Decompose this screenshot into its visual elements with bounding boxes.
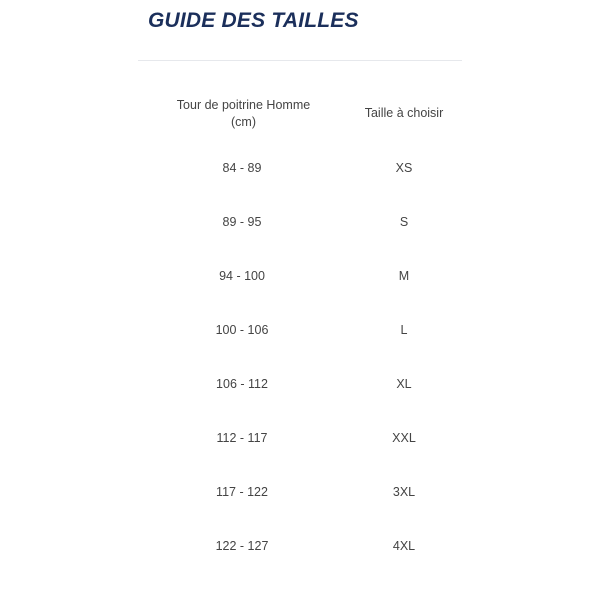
size-cell: XS	[395, 161, 413, 175]
table-row	[0, 212, 600, 232]
table-row	[0, 482, 600, 502]
header-chest-line2: (cm)	[231, 115, 256, 129]
size-cell: L	[400, 323, 408, 337]
size-cell: M	[398, 269, 410, 283]
table-row	[0, 374, 600, 394]
size-cell: 4XL	[392, 539, 416, 553]
page-title: GUIDE DES TAILLES	[148, 9, 359, 32]
table-row	[0, 536, 600, 556]
chest-range-cell: 122 - 127	[215, 539, 269, 553]
size-cell: XXL	[392, 431, 416, 445]
chest-range-cell: 112 - 117	[216, 431, 268, 445]
table-row	[0, 266, 600, 286]
chest-range-cell: 100 - 106	[215, 323, 269, 337]
size-cell: XL	[396, 377, 412, 391]
size-cell: S	[399, 215, 409, 229]
chest-range-cell: 117 - 122	[216, 485, 268, 499]
chest-range-cell: 94 - 100	[219, 269, 265, 283]
chest-range-cell: 89 - 95	[222, 215, 262, 229]
table-row	[0, 320, 600, 340]
size-cell: 3XL	[392, 485, 416, 499]
chest-range-cell: 84 - 89	[222, 161, 262, 175]
table-row	[0, 158, 600, 178]
header-size-to-choose: Taille à choisir	[364, 106, 444, 120]
table-row	[0, 428, 600, 448]
chest-range-cell: 106 - 112	[216, 377, 268, 391]
header-chest-line1: Tour de poitrine Homme	[176, 98, 311, 112]
